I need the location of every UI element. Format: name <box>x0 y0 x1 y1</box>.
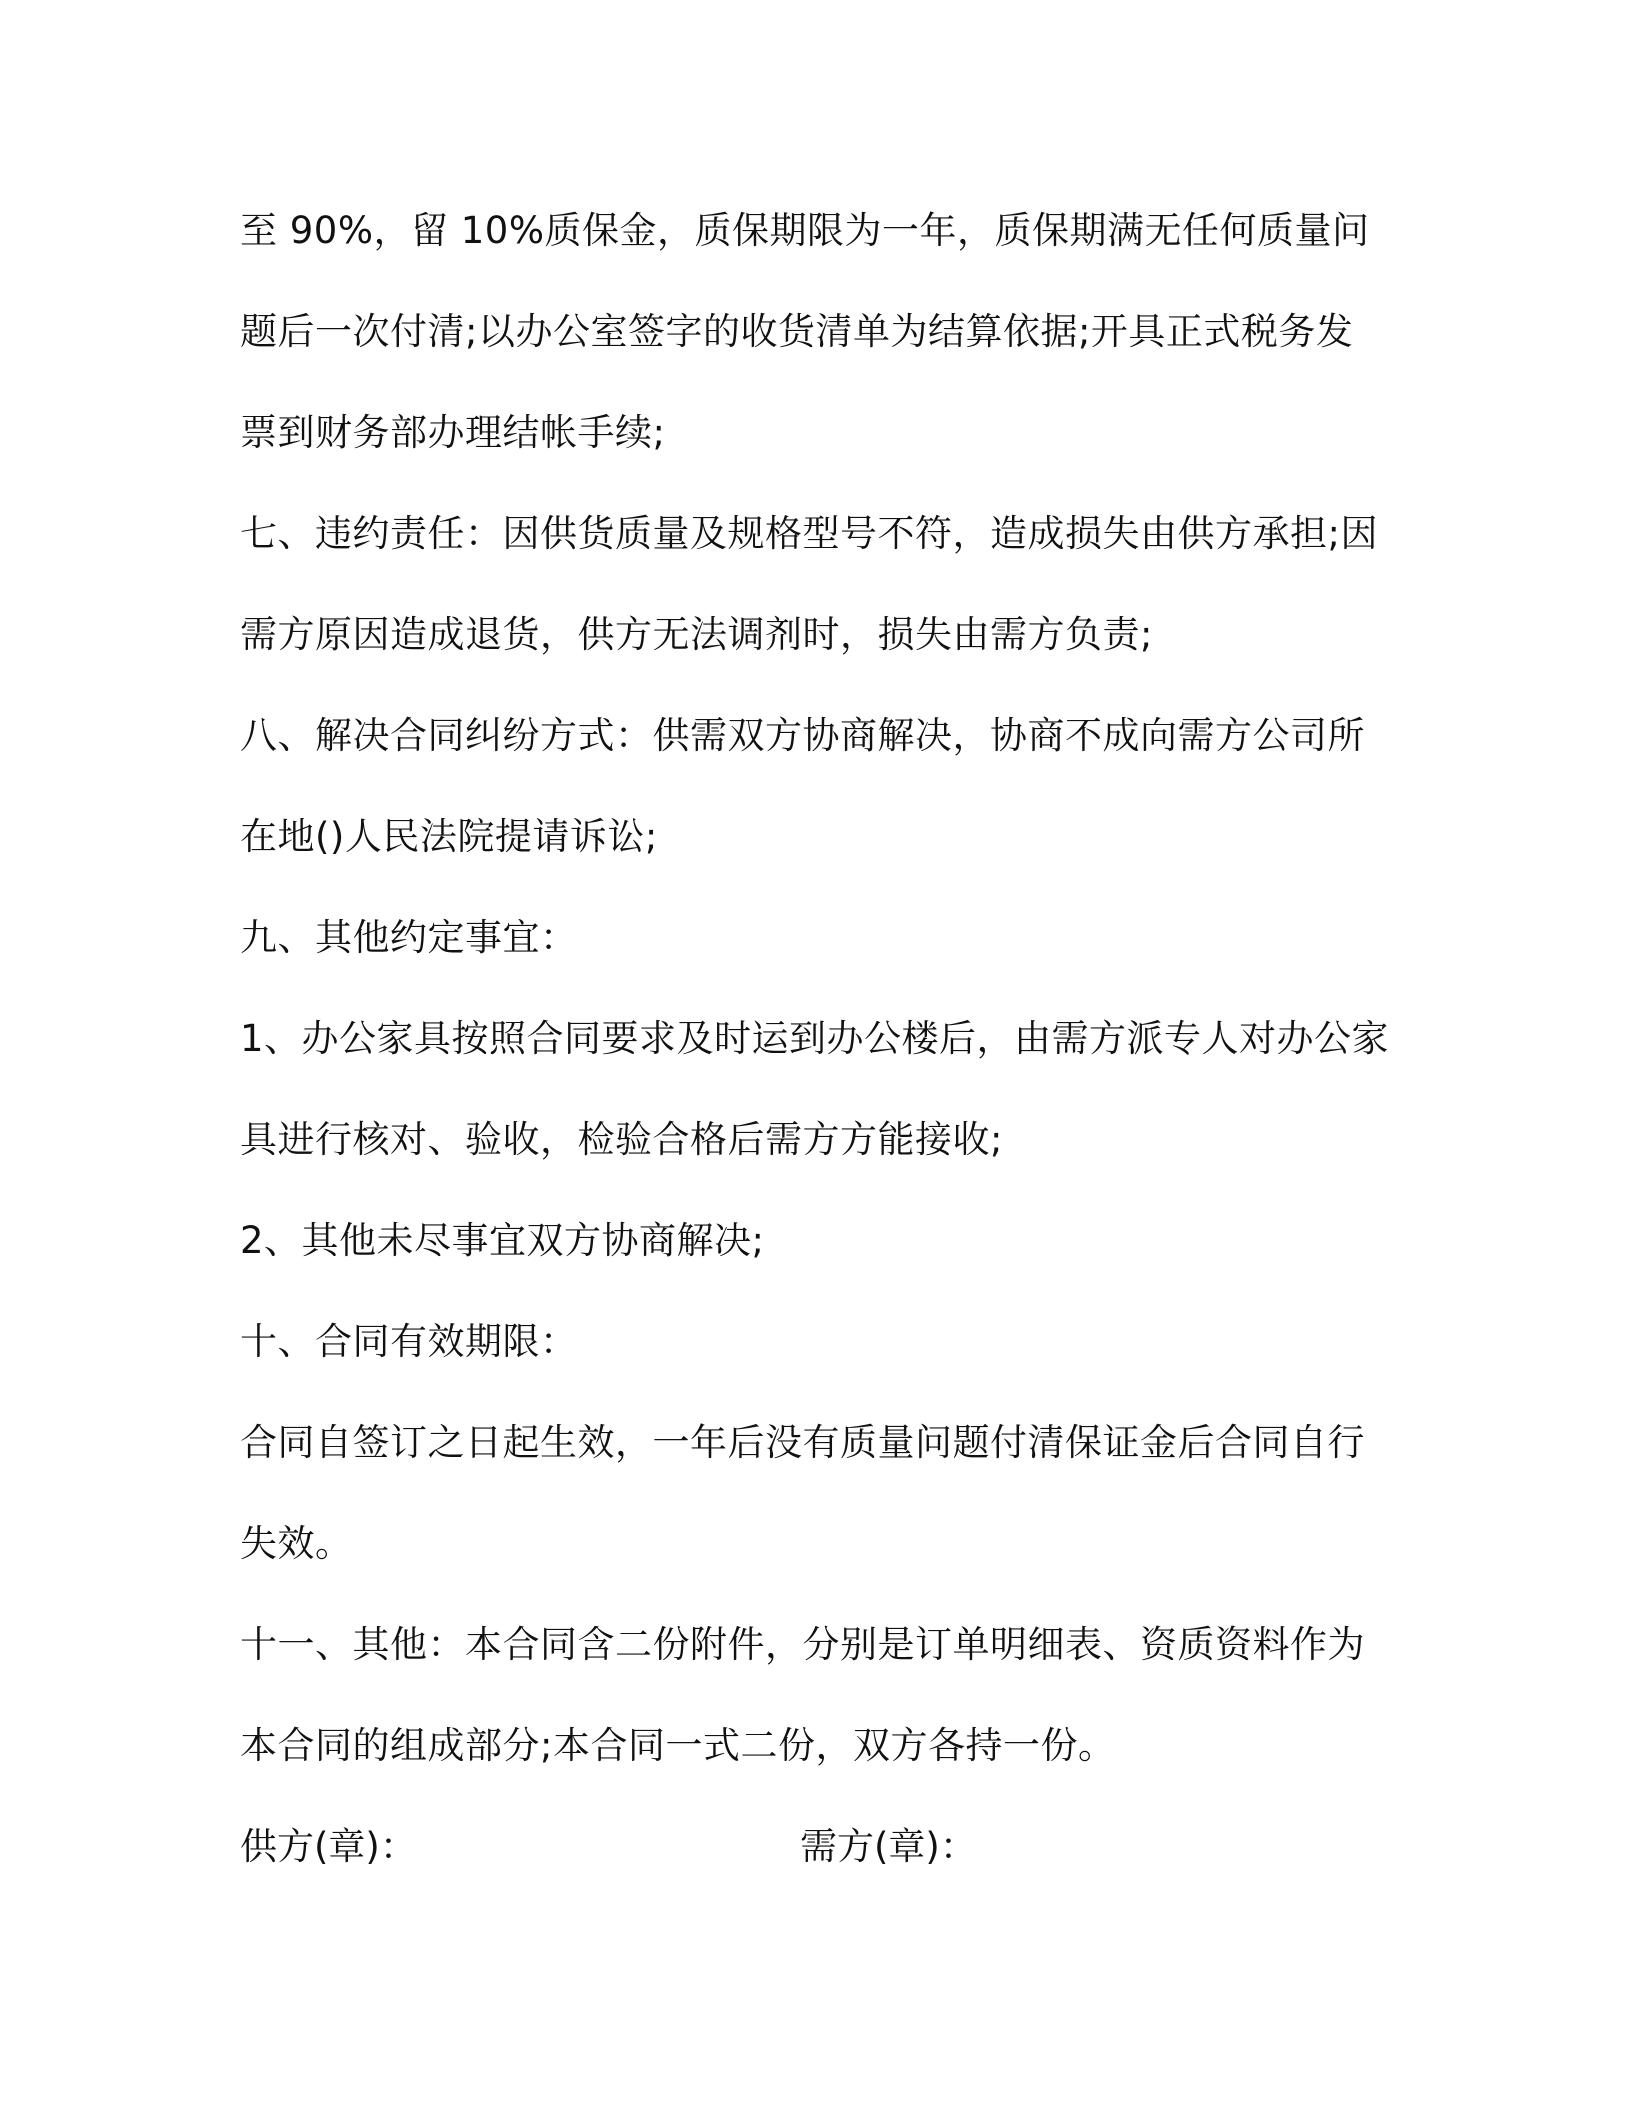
paragraph-validity-heading: 十、合同有效期限： <box>240 1320 578 1363</box>
paragraph-payment-terms: 至 90%，留 10%质保金，质保期限为一年，质保期满无任何质量问题后一次付清;以办公室签字的收货清单为结算依据;开具正式税务发票到财务部办理结帐手续; <box>240 209 1370 454</box>
paragraph-item-2: 2、其他未尽事宜双方协商解决; <box>240 1219 765 1262</box>
supplier-seal-label: 供方(章)： <box>240 1825 417 1868</box>
signature-row <box>240 1796 1390 1897</box>
paragraph-others: 十一、其他：本合同含二份附件，分别是订单明细表、资质资料作为本合同的组成部分;本合同一式二份，双方各持一份。 <box>240 1623 1365 1767</box>
paragraph-other-agreements-heading: 九、其他约定事宜： <box>240 916 578 959</box>
paragraph-dispute-resolution: 八、解决合同纠纷方式：供需双方协商解决，协商不成向需方公司所在地()人民法院提请诉讼; <box>240 714 1365 858</box>
buyer-seal-label: 需方(章)： <box>800 1825 977 1868</box>
paragraph-validity-terms: 合同自签订之日起生效，一年后没有质量问题付清保证金后合同自行失效。 <box>240 1421 1365 1565</box>
paragraph-breach-liability: 七、违约责任：因供货质量及规格型号不符，造成损失由供方承担;因需方原因造成退货，供方无法调剂时，损失由需方负责; <box>240 512 1378 656</box>
document-page <box>240 180 1390 1897</box>
paragraph-item-1: 1、办公家具按照合同要求及时运到办公楼后，由需方派专人对办公家具进行核对、验收，检验合格后需方方能接收; <box>240 1017 1390 1161</box>
